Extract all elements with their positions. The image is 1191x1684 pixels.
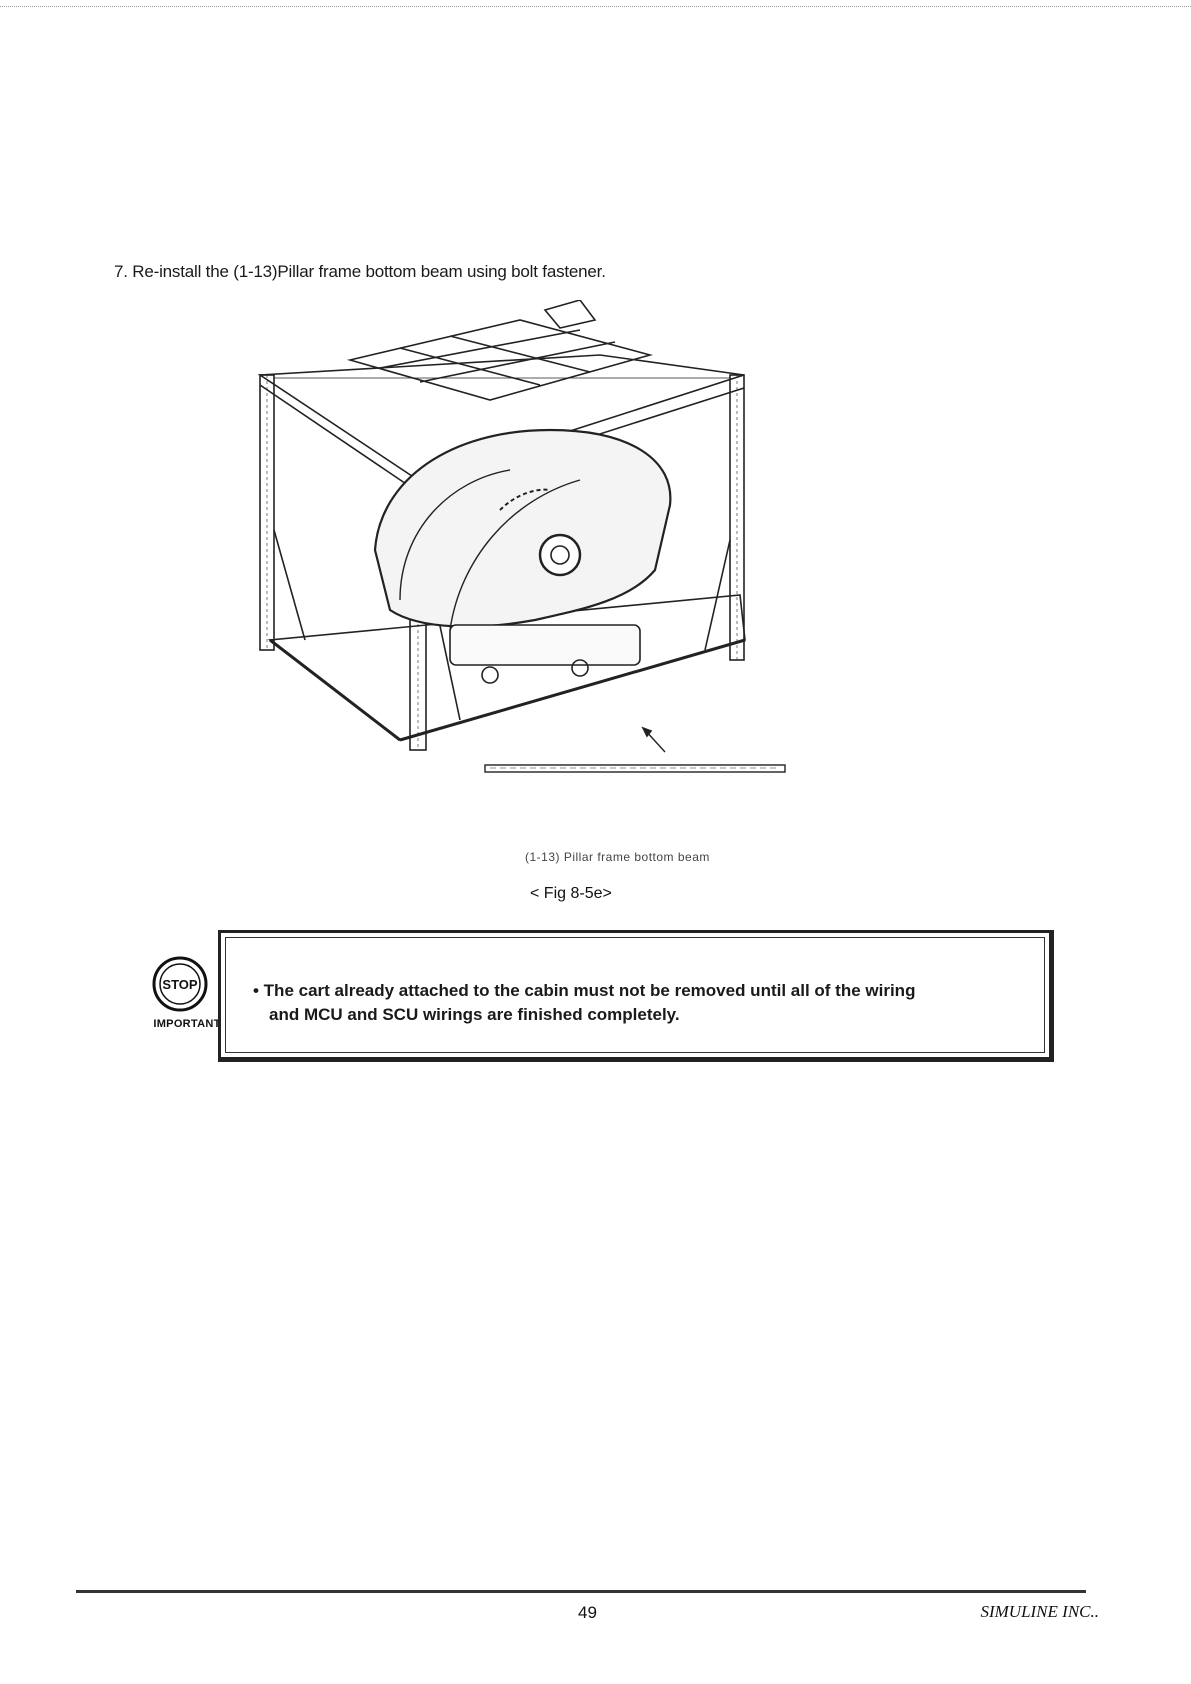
pillar-back-left (260, 375, 274, 650)
cabin-hub (540, 535, 580, 575)
step-instruction: 7. Re-install the (1-13)Pillar frame bottom beam using bolt fastener. (114, 262, 606, 281)
motion-platform (350, 320, 650, 400)
figure-callout-label: (1-13) Pillar frame bottom beam (525, 850, 710, 864)
figure-simulator-frame-drawing (250, 300, 870, 860)
company-name: SIMULINE INC.. (980, 1602, 1099, 1621)
notice-text (253, 979, 1033, 1027)
svg-text:STOP: STOP (162, 977, 198, 992)
important-notice-box (218, 930, 1054, 1062)
notice-line-2: and MCU and SCU wirings are finished completely. (269, 1005, 680, 1024)
important-label: IMPORTANT (153, 1018, 221, 1030)
notice-line-1: • The cart already attached to the cabin must not be removed until all of the wiring (253, 981, 916, 1000)
page-number: 49 (578, 1603, 597, 1622)
top-dotted-rule (0, 6, 1191, 7)
platform-mount (545, 300, 595, 328)
cabin-body (375, 430, 670, 627)
cabin-cart (450, 625, 640, 665)
bottom-beam-part (485, 765, 785, 772)
footer-rule (76, 1590, 1086, 1593)
figure-caption: < Fig 8-5e> (530, 885, 612, 902)
